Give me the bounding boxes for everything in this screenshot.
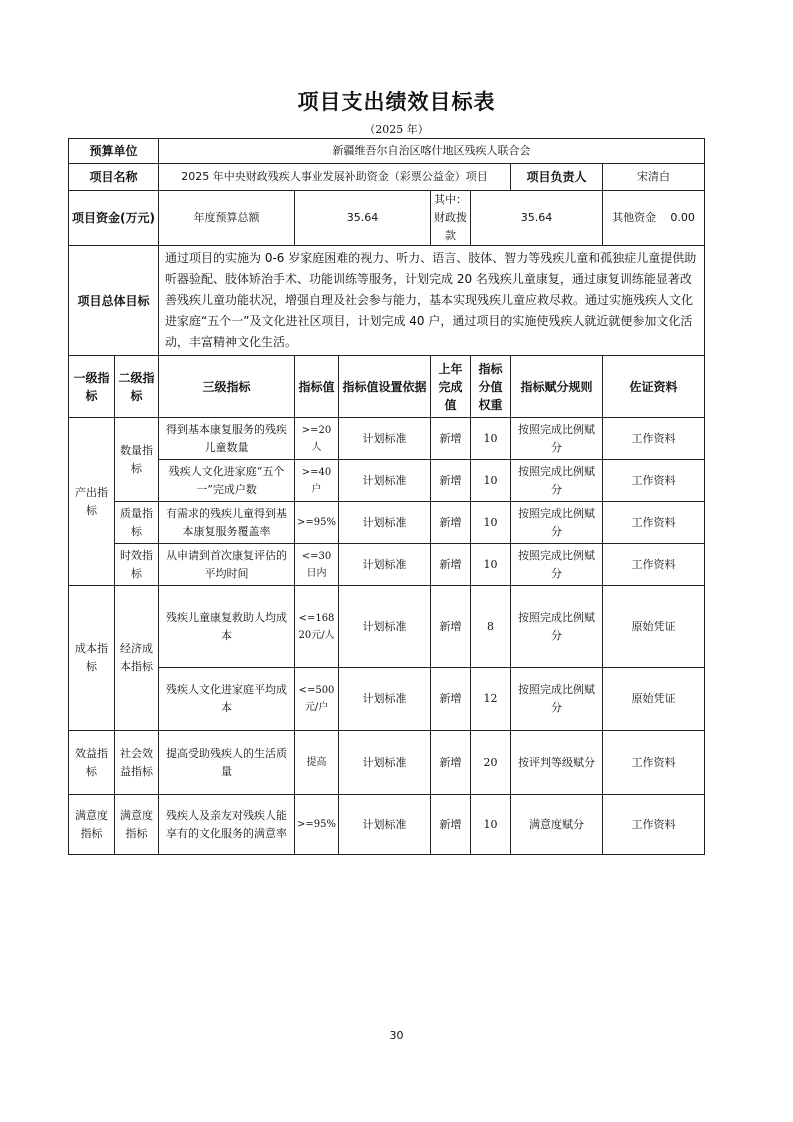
indicator-last: 新增 [431, 795, 471, 855]
indicator-name: 残疾人文化进家庭平均成本 [159, 668, 295, 731]
subgroup-quantity: 数量指标 [115, 418, 159, 502]
header-rule: 指标赋分规则 [511, 356, 603, 418]
indicator-basis: 计划标准 [339, 795, 431, 855]
indicator-weight: 10 [471, 460, 511, 502]
annual-total-value: 35.64 [295, 191, 431, 246]
indicator-last: 新增 [431, 731, 471, 795]
indicator-value: 提高 [295, 731, 339, 795]
indicator-evidence: 工作资料 [603, 544, 705, 586]
header-weight: 指标分值权重 [471, 356, 511, 418]
indicator-evidence: 工作资料 [603, 731, 705, 795]
indicator-last: 新增 [431, 586, 471, 668]
indicator-evidence: 工作资料 [603, 460, 705, 502]
group-cost: 成本指标 [69, 586, 115, 731]
indicator-rule: 按照完成比例赋分 [511, 460, 603, 502]
indicator-last: 新增 [431, 460, 471, 502]
indicator-rule: 按照完成比例赋分 [511, 418, 603, 460]
header-last-year: 上年完成值 [431, 356, 471, 418]
fiscal-value: 35.64 [471, 191, 603, 246]
group-benefit: 效益指标 [69, 731, 115, 795]
indicator-weight: 12 [471, 668, 511, 731]
indicator-evidence: 原始凭证 [603, 586, 705, 668]
indicator-rule: 按评判等级赋分 [511, 731, 603, 795]
table-row [69, 418, 705, 460]
annual-total-label: 年度预算总额 [159, 191, 295, 246]
indicator-name: 残疾儿童康复救助人均成本 [159, 586, 295, 668]
indicator-last: 新增 [431, 418, 471, 460]
indicator-basis: 计划标准 [339, 544, 431, 586]
other-value-cell [603, 191, 705, 246]
header-basis: 指标值设置依据 [339, 356, 431, 418]
subgroup-economic-cost: 经济成本指标 [115, 586, 159, 731]
header-level2: 二级指标 [115, 356, 159, 418]
goal-label: 项目总体目标 [69, 246, 159, 356]
table-row [69, 586, 705, 668]
project-name-value: 2025 年中央财政残疾人事业发展补助资金（彩票公益金）项目 [159, 164, 511, 191]
indicator-last: 新增 [431, 544, 471, 586]
indicator-last: 新增 [431, 502, 471, 544]
indicator-basis: 计划标准 [339, 668, 431, 731]
subgroup-quality: 质量指标 [115, 502, 159, 544]
indicator-value: >=20人 [295, 418, 339, 460]
indicator-basis: 计划标准 [339, 460, 431, 502]
indicator-evidence: 工作资料 [603, 502, 705, 544]
budget-unit-value: 新疆维吾尔自治区喀什地区残疾人联合会 [159, 139, 705, 164]
indicator-name: 得到基本康复服务的残疾儿童数量 [159, 418, 295, 460]
indicator-value: >=95% [295, 502, 339, 544]
indicator-weight: 10 [471, 418, 511, 460]
indicator-name: 提高受助残疾人的生活质量 [159, 731, 295, 795]
group-satisfaction: 满意度指标 [69, 795, 115, 855]
goal-text: 通过项目的实施为 0-6 岁家庭困难的视力、听力、语言、肢体、智力等残疾儿童和孤独症儿童提供助听器验配、肢体矫治手术、功能训练等服务，计划完成 20 名残疾儿童康复，通过康复训练能显著改善残疾儿童功能状况，增强自理及社会参与能力，基本实现残疾儿童应救尽救。通过实施残疾人文化进家庭“五个一”及文化进社区项目，计划完成 40 户，通过项目的实施使残疾人就近就便参加文化活动，丰富精神文化生活。 [159, 246, 705, 356]
subgroup-timeliness: 时效指标 [115, 544, 159, 586]
page-title: 项目支出绩效目标表 [297, 90, 496, 114]
indicator-weight: 10 [471, 502, 511, 544]
table-row [69, 544, 705, 586]
indicator-basis: 计划标准 [339, 502, 431, 544]
table-row [69, 502, 705, 544]
indicator-value: <=500元/户 [295, 668, 339, 731]
header-level3: 三级指标 [159, 356, 295, 418]
indicator-evidence: 工作资料 [603, 418, 705, 460]
table-row [69, 795, 705, 855]
indicator-name: 残疾人及亲友对残疾人能享有的文化服务的满意率 [159, 795, 295, 855]
indicator-value: >=40户 [295, 460, 339, 502]
indicator-value: >=95% [295, 795, 339, 855]
header-evidence: 佐证资料 [603, 356, 705, 418]
fiscal-label: 其中：财政拨款 [431, 191, 471, 246]
header-value: 指标值 [295, 356, 339, 418]
indicator-rule: 按照完成比例赋分 [511, 668, 603, 731]
funds-label: 项目资金(万元) [69, 191, 159, 246]
indicator-value: <=16820元/人 [295, 586, 339, 668]
page-number: 30 [389, 1029, 404, 1042]
year-subtitle: （2025 年） [364, 123, 429, 136]
indicator-weight: 8 [471, 586, 511, 668]
other-funds-label: 其他资金 [612, 211, 657, 224]
indicator-last: 新增 [431, 668, 471, 731]
indicator-name: 从申请到首次康复评估的平均时间 [159, 544, 295, 586]
indicator-basis: 计划标准 [339, 586, 431, 668]
leader-value: 宋清白 [603, 164, 705, 191]
indicator-rule: 按照完成比例赋分 [511, 502, 603, 544]
indicator-weight: 10 [471, 544, 511, 586]
indicator-value: <=30日内 [295, 544, 339, 586]
indicator-rule: 按照完成比例赋分 [511, 586, 603, 668]
indicator-rule: 按照完成比例赋分 [511, 544, 603, 586]
table-row [69, 731, 705, 795]
budget-unit-label: 预算单位 [69, 139, 159, 164]
group-output: 产出指标 [69, 418, 115, 586]
header-level1: 一级指标 [69, 356, 115, 418]
performance-table [68, 138, 705, 855]
indicator-rule: 满意度赋分 [511, 795, 603, 855]
subgroup-social-benefit: 社会效益指标 [115, 731, 159, 795]
indicator-evidence: 原始凭证 [603, 668, 705, 731]
other-funds-value: 0.00 [670, 211, 695, 224]
table-row [69, 460, 705, 502]
indicator-weight: 10 [471, 795, 511, 855]
indicator-name: 残疾人文化进家庭“五个一”完成户数 [159, 460, 295, 502]
indicator-evidence: 工作资料 [603, 795, 705, 855]
subgroup-satisfaction: 满意度指标 [115, 795, 159, 855]
indicator-weight: 20 [471, 731, 511, 795]
indicator-basis: 计划标准 [339, 731, 431, 795]
table-row [69, 668, 705, 731]
indicator-basis: 计划标准 [339, 418, 431, 460]
indicator-name: 有需求的残疾儿童得到基本康复服务覆盖率 [159, 502, 295, 544]
leader-label: 项目负责人 [511, 164, 603, 191]
project-name-label: 项目名称 [69, 164, 159, 191]
